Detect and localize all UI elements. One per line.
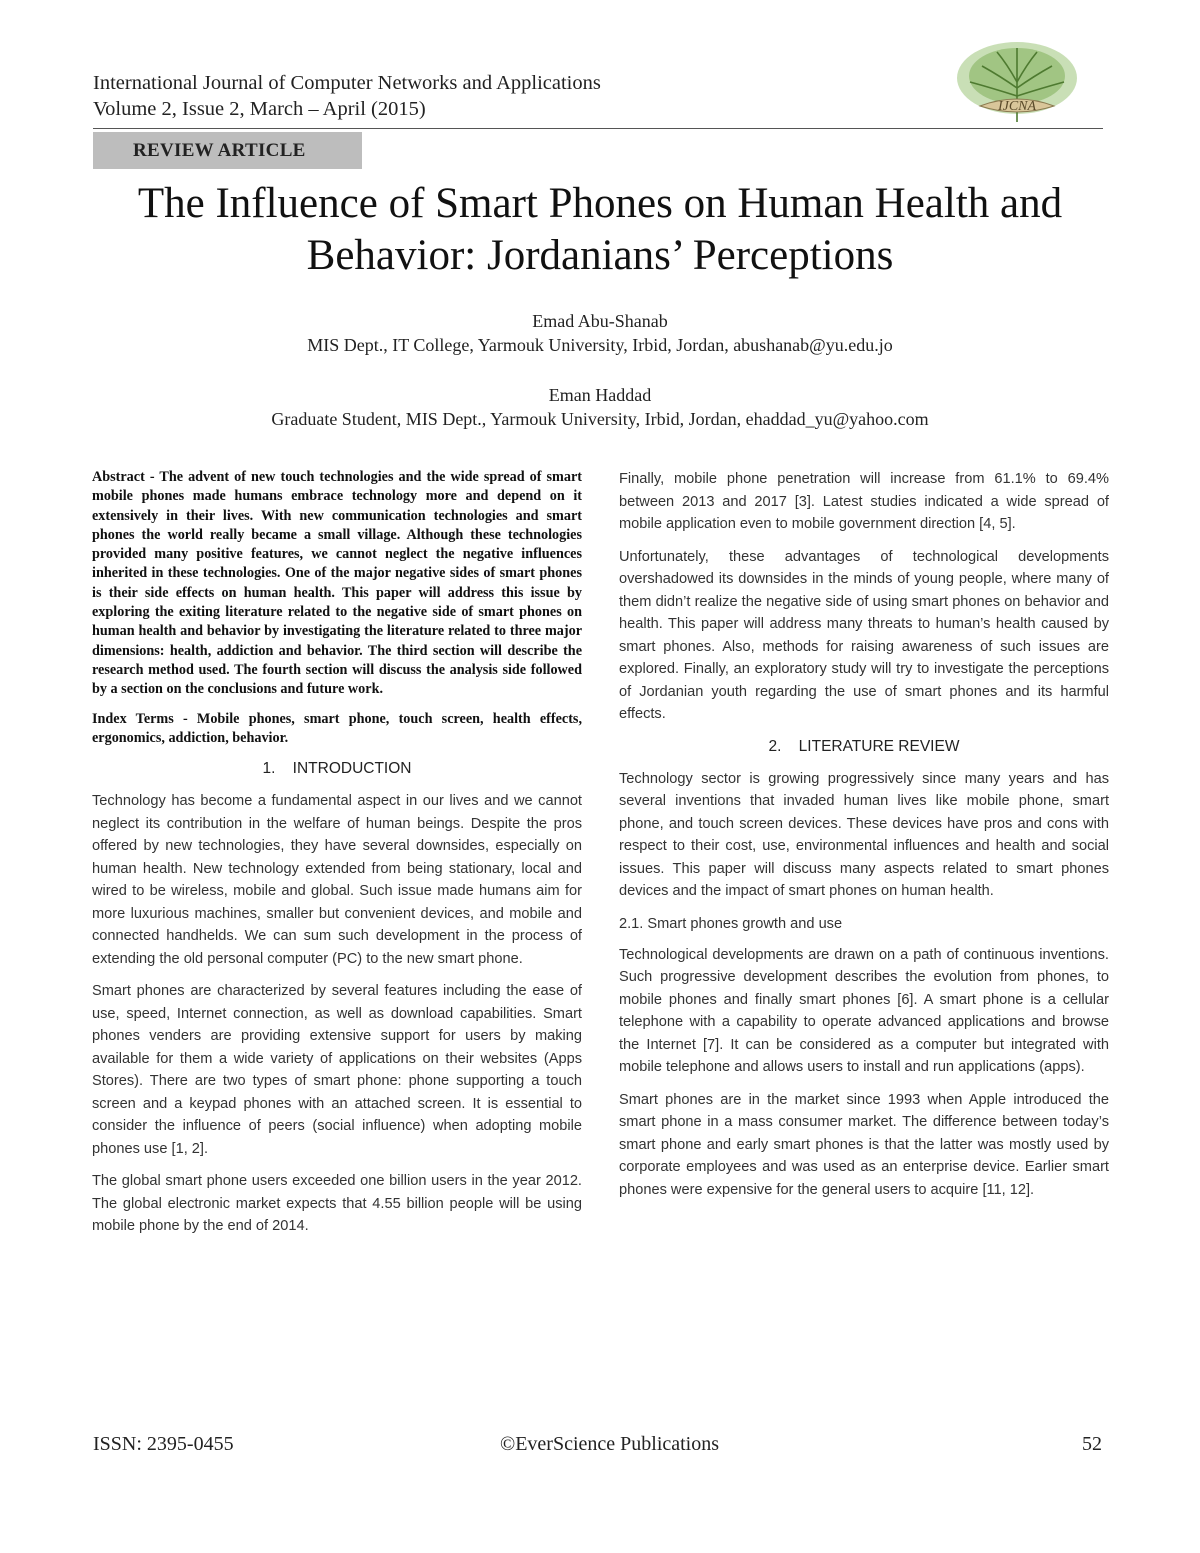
logo-text: IJCNA [997, 99, 1037, 114]
paper-title [60, 178, 1140, 282]
journal-name: International Journal of Computer Networks and Applications [93, 72, 601, 94]
author-block-1 [60, 309, 1140, 357]
author-affiliation: Graduate Student, MIS Dept., Yarmouk University, Irbid, Jordan, ehaddad_yu@yahoo.com [271, 409, 929, 429]
tree-logo-icon [952, 36, 1082, 132]
author-name: Emad Abu-Shanab [532, 311, 668, 331]
left-column [92, 468, 582, 1248]
index-terms: Index Terms - Mobile phones, smart phone, touch screen, health effects, ergonomics, addiction, behavior. [92, 710, 582, 746]
section-heading-introduction: 1. INTRODUCTION [262, 760, 412, 778]
body-paragraph: Technology sector is growing progressively since many years and has several inventions that invaded human lives like mobile phone, smart phone, and touch screen devices. These devices have pros and cons with respect to their cost, use, environmental influences and health and social issues. This paper will discuss many aspects related to smart phones devices and the impact of smart phones on human health. [619, 770, 1109, 899]
footer-issn: ISSN: 2395-0455 [93, 1433, 234, 1455]
right-column [619, 468, 1109, 1211]
paper-title-line1: The Influence of Smart Phones on Human Health and [137, 180, 1063, 227]
page-number: 52 [1082, 1433, 1102, 1455]
journal-logo [952, 36, 1082, 132]
subsection-heading: 2.1. Smart phones growth and use [619, 915, 843, 932]
author-affiliation: MIS Dept., IT College, Yarmouk University, Irbid, Jordan, abushanab@yu.edu.jo [307, 335, 893, 355]
body-paragraph: Smart phones are characterized by several features including the ease of use, speed, Internet connection, as well as download capabilities. Smart phones venders are providing extensive support for users by making available for them a wide variety of applications on their websites (Apps Stores). There are two types of smart phone: phone supporting a touch screen and a keypad phones with an attached screen. It is essential to consider the influence of peers (social influence) when adopting mobile phones use [1, 2]. [92, 983, 582, 1157]
body-paragraph: Smart phones are in the market since 1993 when Apple introduced the smart phone in a mass consumer market. The difference between today’s smart phone and early smart phones is that the latter was mostly used by corporate employees and was used as an enterprise device. Earlier smart phones were expensive for the general users to acquire [11, 12]. [619, 1091, 1109, 1198]
body-paragraph: The global smart phone users exceeded one billion users in the year 2012. The global electronic market expects that 4.55 billion people will be using mobile phone by the end of 2014. [92, 1173, 582, 1235]
journal-header [93, 70, 601, 122]
journal-volume: Volume 2, Issue 2, March – April (2015) [93, 98, 426, 120]
body-paragraph: Unfortunately, these advantages of technological developments overshadowed its downsides in the minds of young people, where many of them didn’t realize the negative side of using smart phones on behavior and health. This paper will address many threats to human’s health caused by smart phones. Also, methods for raising awareness of such issues are explored. Finally, an exploratory study will try to investigate the perceptions of Jordanian youth regarding the use of smart phones and its harmful effects. [619, 548, 1109, 722]
article-type-label: REVIEW ARTICLE [133, 140, 306, 161]
body-paragraph: Technology has become a fundamental aspect in our lives and we cannot neglect its contribution in the welfare of human beings. Despite the pros offered by new technologies, they have several downsides, especially on human health. New technology extended from being stationary, local and wired to be wireless, mobile and global. Such issue made humans aim for more luxurious machines, smaller but convenient devices, and mobile and connected handhelds. We can sum such development in the process of extending the old personal computer (PC) to the new smart phone. [92, 793, 582, 967]
author-name: Eman Haddad [548, 385, 652, 405]
section-heading-literature-review: 2. LITERATURE REVIEW [768, 737, 960, 755]
article-type-badge [93, 132, 362, 169]
body-paragraph: Technological developments are drawn on a path of continuous inventions. Such progressive development describes the evolution from phones, to mobile phones and finally smart phones [6]. A smart phone is a cellular telephone with a capability to operate advanced applications and browse the Internet [7]. It can be considered as a computer but integrated with mobile telephone and allows users to install and run applications (apps). [619, 946, 1109, 1075]
author-block-2 [60, 383, 1140, 431]
header-divider [93, 128, 1103, 129]
paper-title-line2: Behavior: Jordanians’ Perceptions [306, 232, 894, 279]
abstract: Abstract - The advent of new touch technologies and the wide spread of smart mobile phones made humans embrace technology more and depend on it extensively in their lives. With new communication technologies and smart phones the world really became a small village. Although these technologies provided many positive features, we cannot neglect the negative influences inherited in these technologies. One of the major negative sides of smart phones is their side effects on human health. This paper will address this issue by exploring the exiting literature related to the negative side of smart phones on human health and behavior by investigating the literature related to three major dimensions: health, addiction and behavior. The third section will describe the research method used. The fourth section will discuss the analysis side followed by a section on the conclusions and future work. [92, 469, 582, 698]
body-paragraph: Finally, mobile phone penetration will increase from 61.1% to 69.4% between 2013 and 2017 [3]. Latest studies indicated a wide spread of mobile application even to mobile government direction [4, 5]. [619, 471, 1109, 532]
footer-publisher: ©EverScience Publications [500, 1433, 720, 1455]
